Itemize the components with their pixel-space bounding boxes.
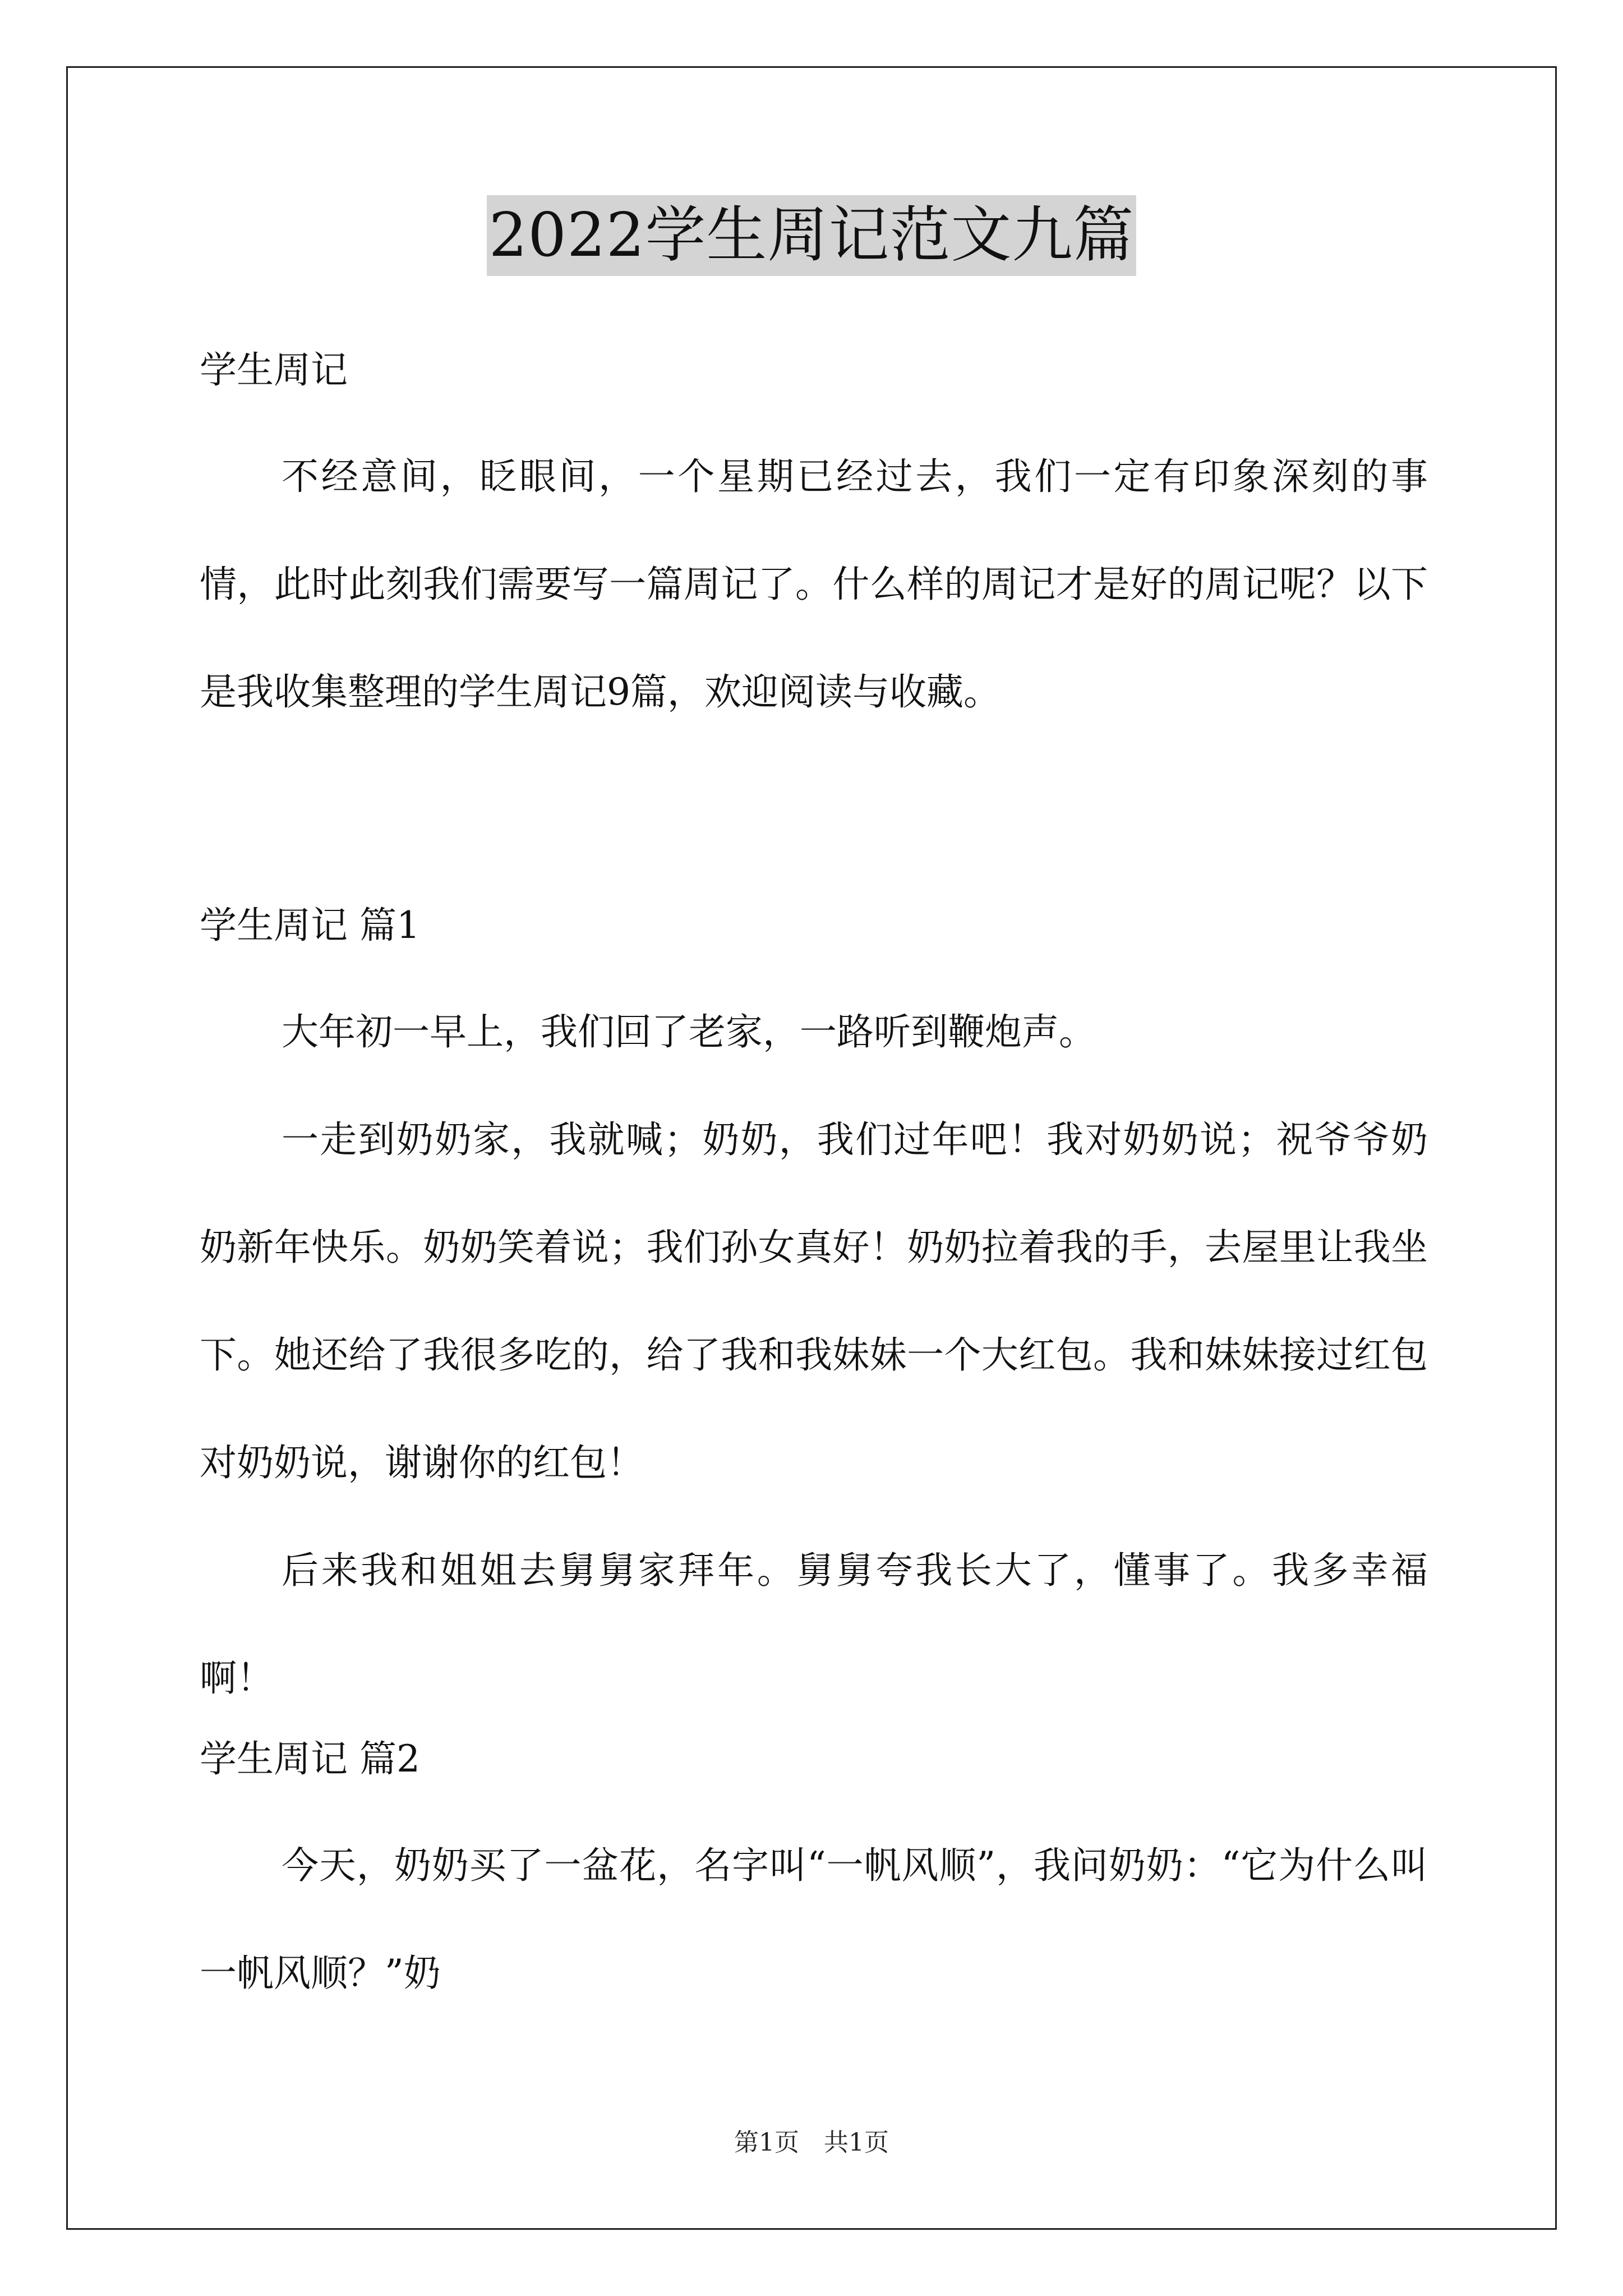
intro-paragraph: 不经意间，眨眼间，一个星期已经过去，我们一定有印象深刻的事情，此时此刻我们需要写一篇周记了。什么样的周记才是好的周记呢？以下是我收集整理的学生周记9篇，欢迎阅读与收藏。 bbox=[200, 455, 1428, 714]
intro-heading: 学生周记 bbox=[200, 348, 348, 392]
section-heading-2: 学生周记 篇2 bbox=[200, 1737, 420, 1780]
section-2-paragraph-1: 今天，奶奶买了一盆花，名字叫“一帆风顺”，我问奶奶：“它为什么叫一帆风顺？”奶 bbox=[200, 1844, 1428, 1995]
page-footer: 第1页 共1页 bbox=[734, 2128, 889, 2157]
section-1-paragraph-3: 后来我和姐姐去舅舅家拜年。舅舅夸我长大了，懂事了。我多幸福啊！ bbox=[200, 1549, 1428, 1700]
section-heading-1: 学生周记 篇1 bbox=[200, 904, 420, 947]
document-body bbox=[200, 343, 1428, 2027]
section-1-paragraph-2: 一走到奶奶家，我就喊；奶奶，我们过年吧！我对奶奶说；祝爷爷奶奶新年快乐。奶奶笑着说；我们孙女真好！奶奶拉着我的手，去屋里让我坐下。她还给了我很多吃的，给了我和我妹妹一个大红包。我和妹妹接过红包对奶奶说，谢谢你的红包！ bbox=[200, 1118, 1428, 1484]
title-container bbox=[0, 195, 1623, 276]
document-title: 2022学生周记范文九篇 bbox=[487, 195, 1137, 276]
section-1-paragraph-1: 大年初一早上，我们回了老家，一路听到鞭炮声。 bbox=[282, 1010, 1096, 1053]
